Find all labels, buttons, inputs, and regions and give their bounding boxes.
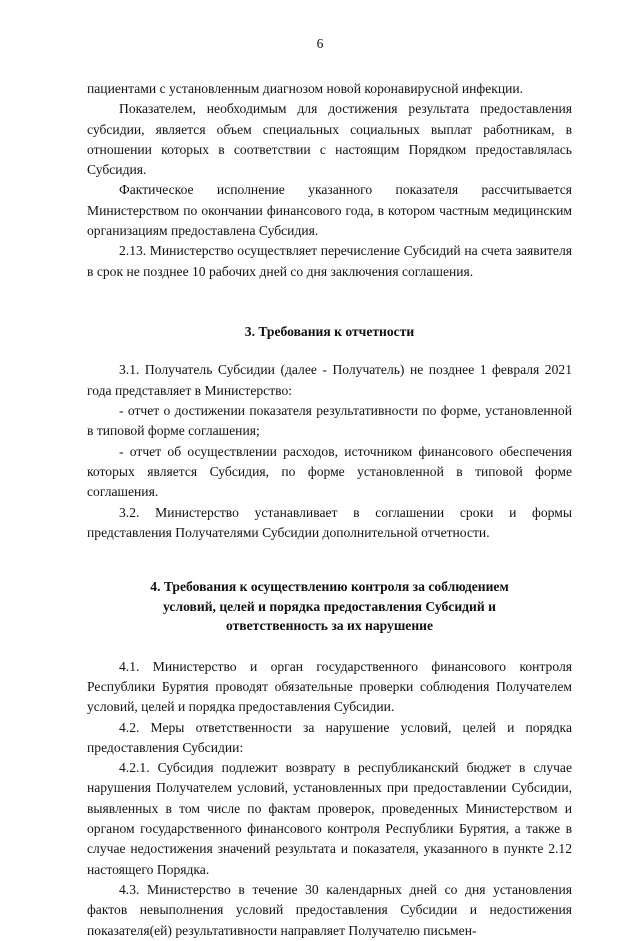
spacer <box>87 543 572 577</box>
section-4-title <box>87 577 572 636</box>
section-4-paragraph-1: 4.1. Министерство и орган государственного финансового контроля Республики Бурятия проводят обязательные проверки соблюдения Получателем условий, целей и порядка предоставления Субсидии. <box>87 658 572 715</box>
document-body <box>87 79 572 941</box>
section-4-paragraph-2: 4.2. Меры ответственности за нарушение условий, целей и порядка предоставления Субсидии: <box>87 719 572 755</box>
intro-paragraph-1: пациентами с установленным диагнозом новой коронавирусной инфекции. <box>87 81 524 96</box>
section-4-paragraph-4: 4.3. Министерство в течение 30 календарных дней со дня установления фактов невыполнения условий предоставления Субсидии и недостижения показателя(ей) результативности направляет Получателю письмен- <box>87 881 572 938</box>
section-3-paragraph-2: - отчет о достижении показателя результативности по форме, установленной в типовой форме соглашения; <box>87 403 572 439</box>
section-4-title-line-3: ответственность за их нарушение <box>225 618 434 634</box>
page-number: 6 <box>316 36 324 51</box>
section-3-paragraph-1: 3.1. Получатель Субсидии (далее - Получатель) не позднее 1 февраля 2021 года представляет в Министерство: <box>87 362 572 398</box>
section-3-paragraph-4: 3.2. Министерство устанавливает в соглашении сроки и формы представления Получателями Субсидии дополнительной отчетности. <box>87 504 572 540</box>
section-3-title: 3. Требования к отчетности <box>244 323 415 339</box>
section-4-paragraph-3: 4.2.1. Субсидия подлежит возврату в республиканский бюджет в случае нарушения Получателем условий, установленных при предоставлении Субсидии, выявленных в том числе по фактам проверок, проведенных Министерством и органом государственного финансового контроля Республики Бурятия, а также в случае недостижения значений результата и показателя, указанного в пункте 2.12 настоящего Порядка. <box>87 760 572 877</box>
intro-paragraph-4: 2.13. Министерство осуществляет перечисление Субсидий на счета заявителя в срок не позднее 10 рабочих дней со дня заключения соглашения. <box>87 243 572 279</box>
spacer <box>87 282 572 322</box>
spacer <box>87 636 572 657</box>
section-4-title-line-2: условий, целей и порядка предоставления Субсидий и <box>163 598 496 614</box>
spacer <box>87 341 572 360</box>
section-4-title-line-1: 4. Требования к осуществлению контроля за соблюдением <box>150 579 509 595</box>
intro-paragraph-3: Фактическое исполнение указанного показателя рассчитывается Министерством по окончании финансового года, в котором частным медицинским организациям предоставлена Субсидия. <box>87 182 572 239</box>
intro-paragraph-2: Показателем, необходимым для достижения результата предоставления субсидии, является объем специальных социальных выплат работникам, в отношении которых в соответствии с настоящим Порядком предоставлялась Субсидия. <box>87 101 572 178</box>
section-3-paragraph-3: - отчет об осуществлении расходов, источником финансового обеспечения которых является Субсидия, по форме установленной в типовой форме соглашения. <box>87 443 572 500</box>
